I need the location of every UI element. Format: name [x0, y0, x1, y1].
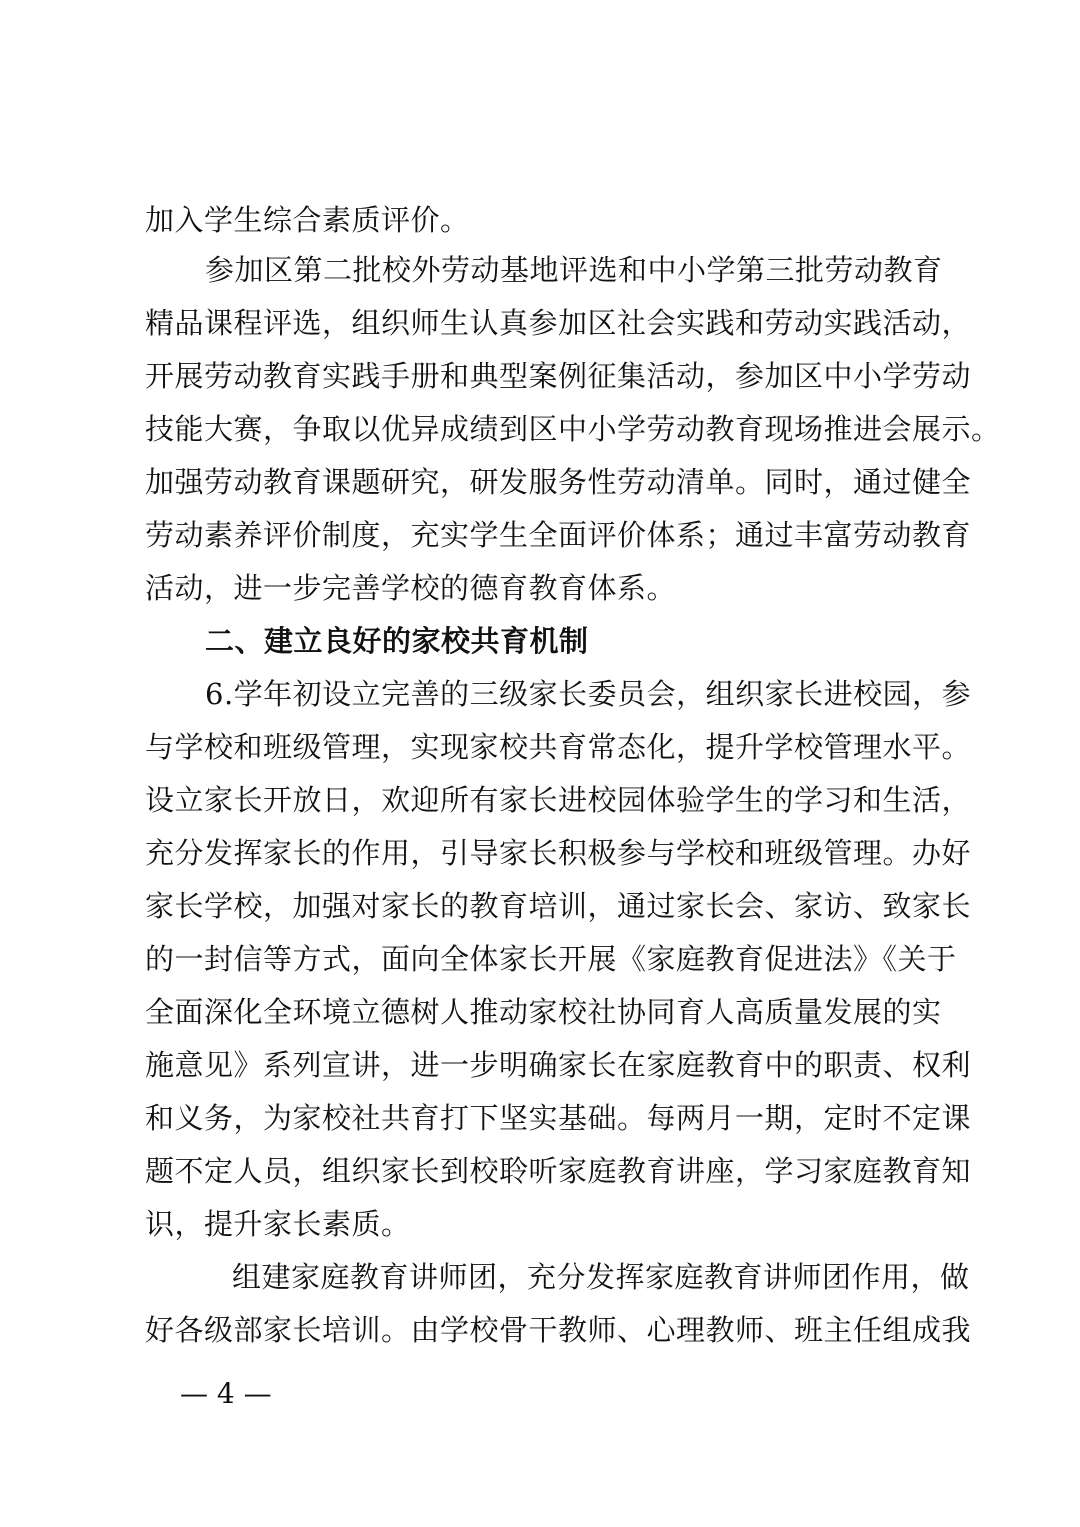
section-heading: 二、建立良好的家校共育机制	[205, 624, 589, 658]
text-line: 与学校和班级管理，实现家校共育常态化，提升学校管理水平。	[145, 730, 972, 764]
paragraph-start-line: 组建家庭教育讲师团，充分发挥家庭教育讲师团作用，做	[232, 1260, 970, 1294]
text-line: 家长学校，加强对家长的教育培训，通过家长会、家访、致家长	[145, 889, 972, 923]
text-line: 精品课程评选，组织师生认真参加区社会实践和劳动实践活动，	[145, 306, 972, 340]
text-line: 设立家长开放日，欢迎所有家长进校园体验学生的学习和生活，	[145, 783, 972, 817]
text-line: 活动，进一步完善学校的德育教育体系。	[145, 571, 677, 605]
text-line: 题不定人员，组织家长到校聆听家庭教育讲座，学习家庭教育知	[145, 1154, 972, 1188]
text-line: 劳动素养评价制度，充实学生全面评价体系；通过丰富劳动教育	[145, 518, 972, 552]
text-line: 全面深化全环境立德树人推动家校社协同育人高质量发展的实	[145, 995, 942, 1029]
text-line: 加入学生综合素质评价。	[145, 203, 470, 237]
page-number: — 4 —	[180, 1377, 272, 1410]
text-line: 充分发挥家长的作用，引导家长积极参与学校和班级管理。办好	[145, 836, 972, 870]
text-line: 技能大赛，争取以优异成绩到区中小学劳动教育现场推进会展示。	[145, 412, 1001, 446]
text-line: 好各级部家长培训。由学校骨干教师、心理教师、班主任组成我	[145, 1313, 972, 1347]
text-line: 施意见》系列宣讲，进一步明确家长在家庭教育中的职责、权利	[145, 1048, 972, 1082]
text-line: 的一封信等方式，面向全体家长开展《家庭教育促进法》《关于	[145, 942, 957, 976]
paragraph-start-line: 参加区第二批校外劳动基地评选和中小学第三批劳动教育	[205, 253, 943, 287]
text-line: 开展劳动教育实践手册和典型案例征集活动，参加区中小学劳动	[145, 359, 972, 393]
text-line: 加强劳动教育课题研究，研发服务性劳动清单。同时，通过健全	[145, 465, 972, 499]
text-line: 和义务，为家校社共育打下坚实基础。每两月一期，定时不定课	[145, 1101, 972, 1135]
text-line: 识，提升家长素质。	[145, 1207, 411, 1241]
paragraph-start-line: 6.学年初设立完善的三级家长委员会，组织家长进校园，参	[205, 677, 972, 711]
